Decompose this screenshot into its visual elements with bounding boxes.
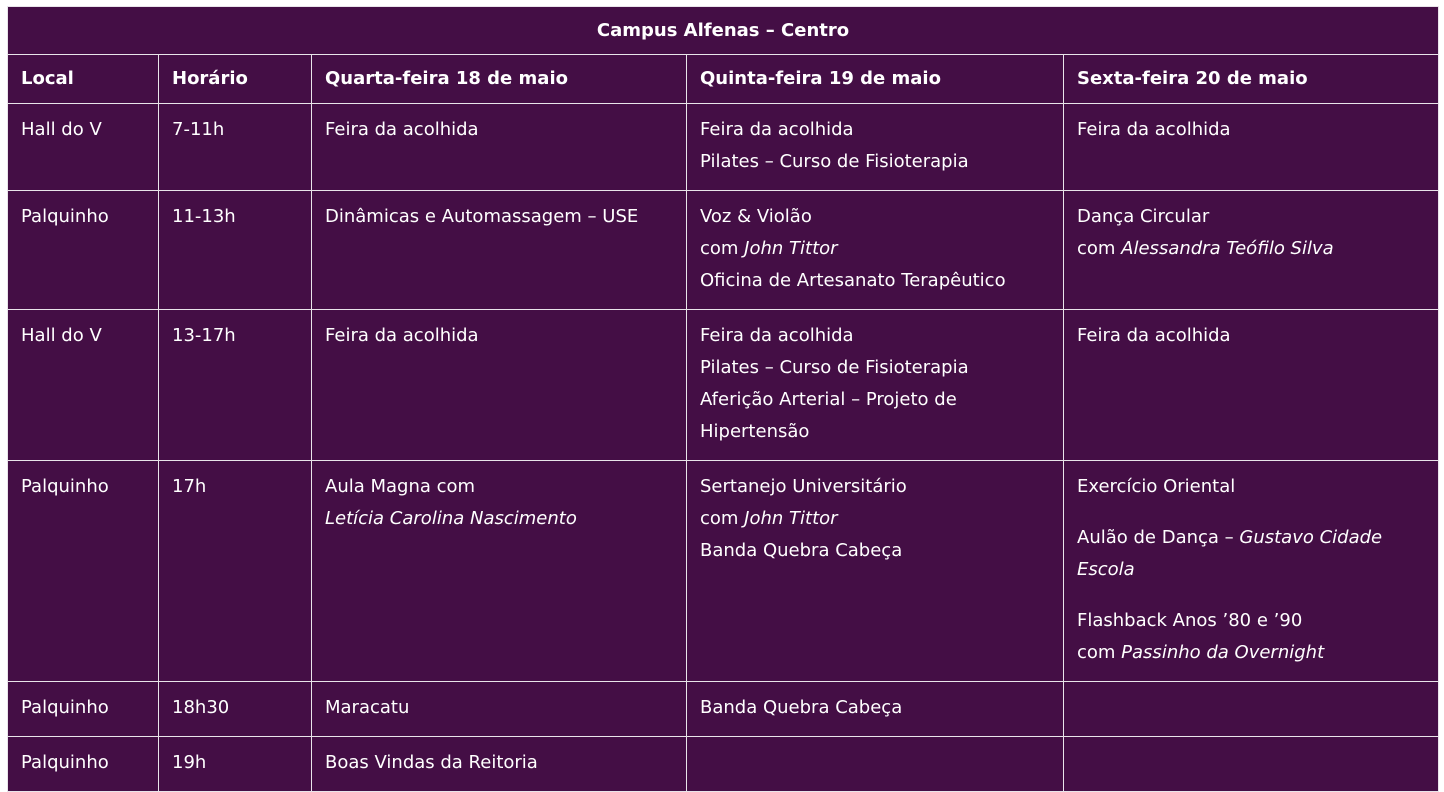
table-row <box>8 682 1439 737</box>
cell-local: Palquinho <box>8 682 159 737</box>
event-line: Voz & Violão <box>700 206 812 227</box>
cell-local: Hall do V <box>8 104 159 191</box>
event-line: Dinâmicas e Automassagem – USE <box>325 206 639 227</box>
event-line: Feira da acolhida <box>325 119 479 140</box>
cell-horario: 19h <box>159 737 312 792</box>
performer-name-cont: Escola <box>1077 559 1135 580</box>
cell-sexta <box>1064 104 1439 191</box>
table-row <box>8 737 1439 792</box>
cell-horario: 17h <box>159 461 312 682</box>
performer-name: Alessandra Teófilo Silva <box>1121 238 1334 259</box>
performer-prefix: com <box>1077 642 1122 663</box>
campus-title: Campus Alfenas – Centro <box>8 7 1439 55</box>
cell-sexta <box>1064 461 1439 682</box>
cell-horario: 7-11h <box>159 104 312 191</box>
performer-prefix: com <box>700 508 745 529</box>
event-performer-line <box>1077 233 1425 265</box>
cell-sexta <box>1064 191 1439 310</box>
cell-local: Palquinho <box>8 191 159 310</box>
event-line: Flashback Anos ’80 e ’90 <box>1077 610 1303 631</box>
performer-name: Passinho da Overnight <box>1121 642 1325 663</box>
table-row <box>8 461 1439 682</box>
cell-quinta <box>687 682 1064 737</box>
cell-quarta <box>312 104 687 191</box>
cell-local: Palquinho <box>8 461 159 682</box>
event-line: Banda Quebra Cabeça <box>700 540 903 561</box>
performer-name: Letícia Carolina Nascimento <box>325 508 577 529</box>
cell-horario: 11-13h <box>159 191 312 310</box>
event-prefix: Aulão de Dança – <box>1077 527 1240 548</box>
cell-quarta <box>312 191 687 310</box>
table-row <box>8 310 1439 461</box>
cell-quarta <box>312 461 687 682</box>
cell-quinta <box>687 737 1064 792</box>
event-performer-line <box>1077 522 1425 554</box>
header-horario: Horário <box>159 55 312 104</box>
event-line: Maracatu <box>325 697 410 718</box>
cell-local: Palquinho <box>8 737 159 792</box>
event-line: Exercício Oriental <box>1077 476 1236 497</box>
cell-local: Hall do V <box>8 310 159 461</box>
cell-horario: 18h30 <box>159 682 312 737</box>
campus-title-row <box>8 7 1439 55</box>
table-row <box>8 191 1439 310</box>
event-line: Oficina de Artesanato Terapêutico <box>700 270 1006 291</box>
event-line: Aferição Arterial – Projeto de <box>700 389 957 410</box>
header-row <box>8 55 1439 104</box>
event-line: Aula Magna com <box>325 476 476 497</box>
cell-quarta <box>312 737 687 792</box>
event-line: Feira da acolhida <box>325 325 479 346</box>
cell-quinta <box>687 104 1064 191</box>
cell-sexta <box>1064 682 1439 737</box>
cell-sexta <box>1064 310 1439 461</box>
event-line: Pilates – Curso de Fisioterapia <box>700 357 969 378</box>
cell-quinta <box>687 191 1064 310</box>
cell-quinta <box>687 310 1064 461</box>
event-performer-line <box>700 503 1050 535</box>
cell-quinta <box>687 461 1064 682</box>
event-performer-line <box>1077 637 1425 669</box>
event-line: Feira da acolhida <box>700 325 854 346</box>
event-line: Dança Circular <box>1077 206 1210 227</box>
cell-quarta <box>312 682 687 737</box>
event-performer-line <box>700 233 1050 265</box>
performer-name: John Tittor <box>744 508 838 529</box>
event-line: Feira da acolhida <box>700 119 854 140</box>
table-row <box>8 104 1439 191</box>
schedule-table <box>7 6 1439 792</box>
header-sexta: Sexta-feira 20 de maio <box>1064 55 1439 104</box>
cell-horario: 13-17h <box>159 310 312 461</box>
cell-quarta <box>312 310 687 461</box>
event-line: Hipertensão <box>700 421 810 442</box>
event-line: Feira da acolhida <box>1077 325 1231 346</box>
event-line: Banda Quebra Cabeça <box>700 697 903 718</box>
header-quarta: Quarta-feira 18 de maio <box>312 55 687 104</box>
performer-prefix: com <box>1077 238 1122 259</box>
header-local: Local <box>8 55 159 104</box>
event-line: Pilates – Curso de Fisioterapia <box>700 151 969 172</box>
performer-name: Gustavo Cidade <box>1239 527 1383 548</box>
performer-prefix: com <box>700 238 745 259</box>
event-line: Feira da acolhida <box>1077 119 1231 140</box>
event-line: Sertanejo Universitário <box>700 476 907 497</box>
performer-name: John Tittor <box>744 238 838 259</box>
event-line: Boas Vindas da Reitoria <box>325 752 538 773</box>
header-quinta: Quinta-feira 19 de maio <box>687 55 1064 104</box>
cell-sexta <box>1064 737 1439 792</box>
